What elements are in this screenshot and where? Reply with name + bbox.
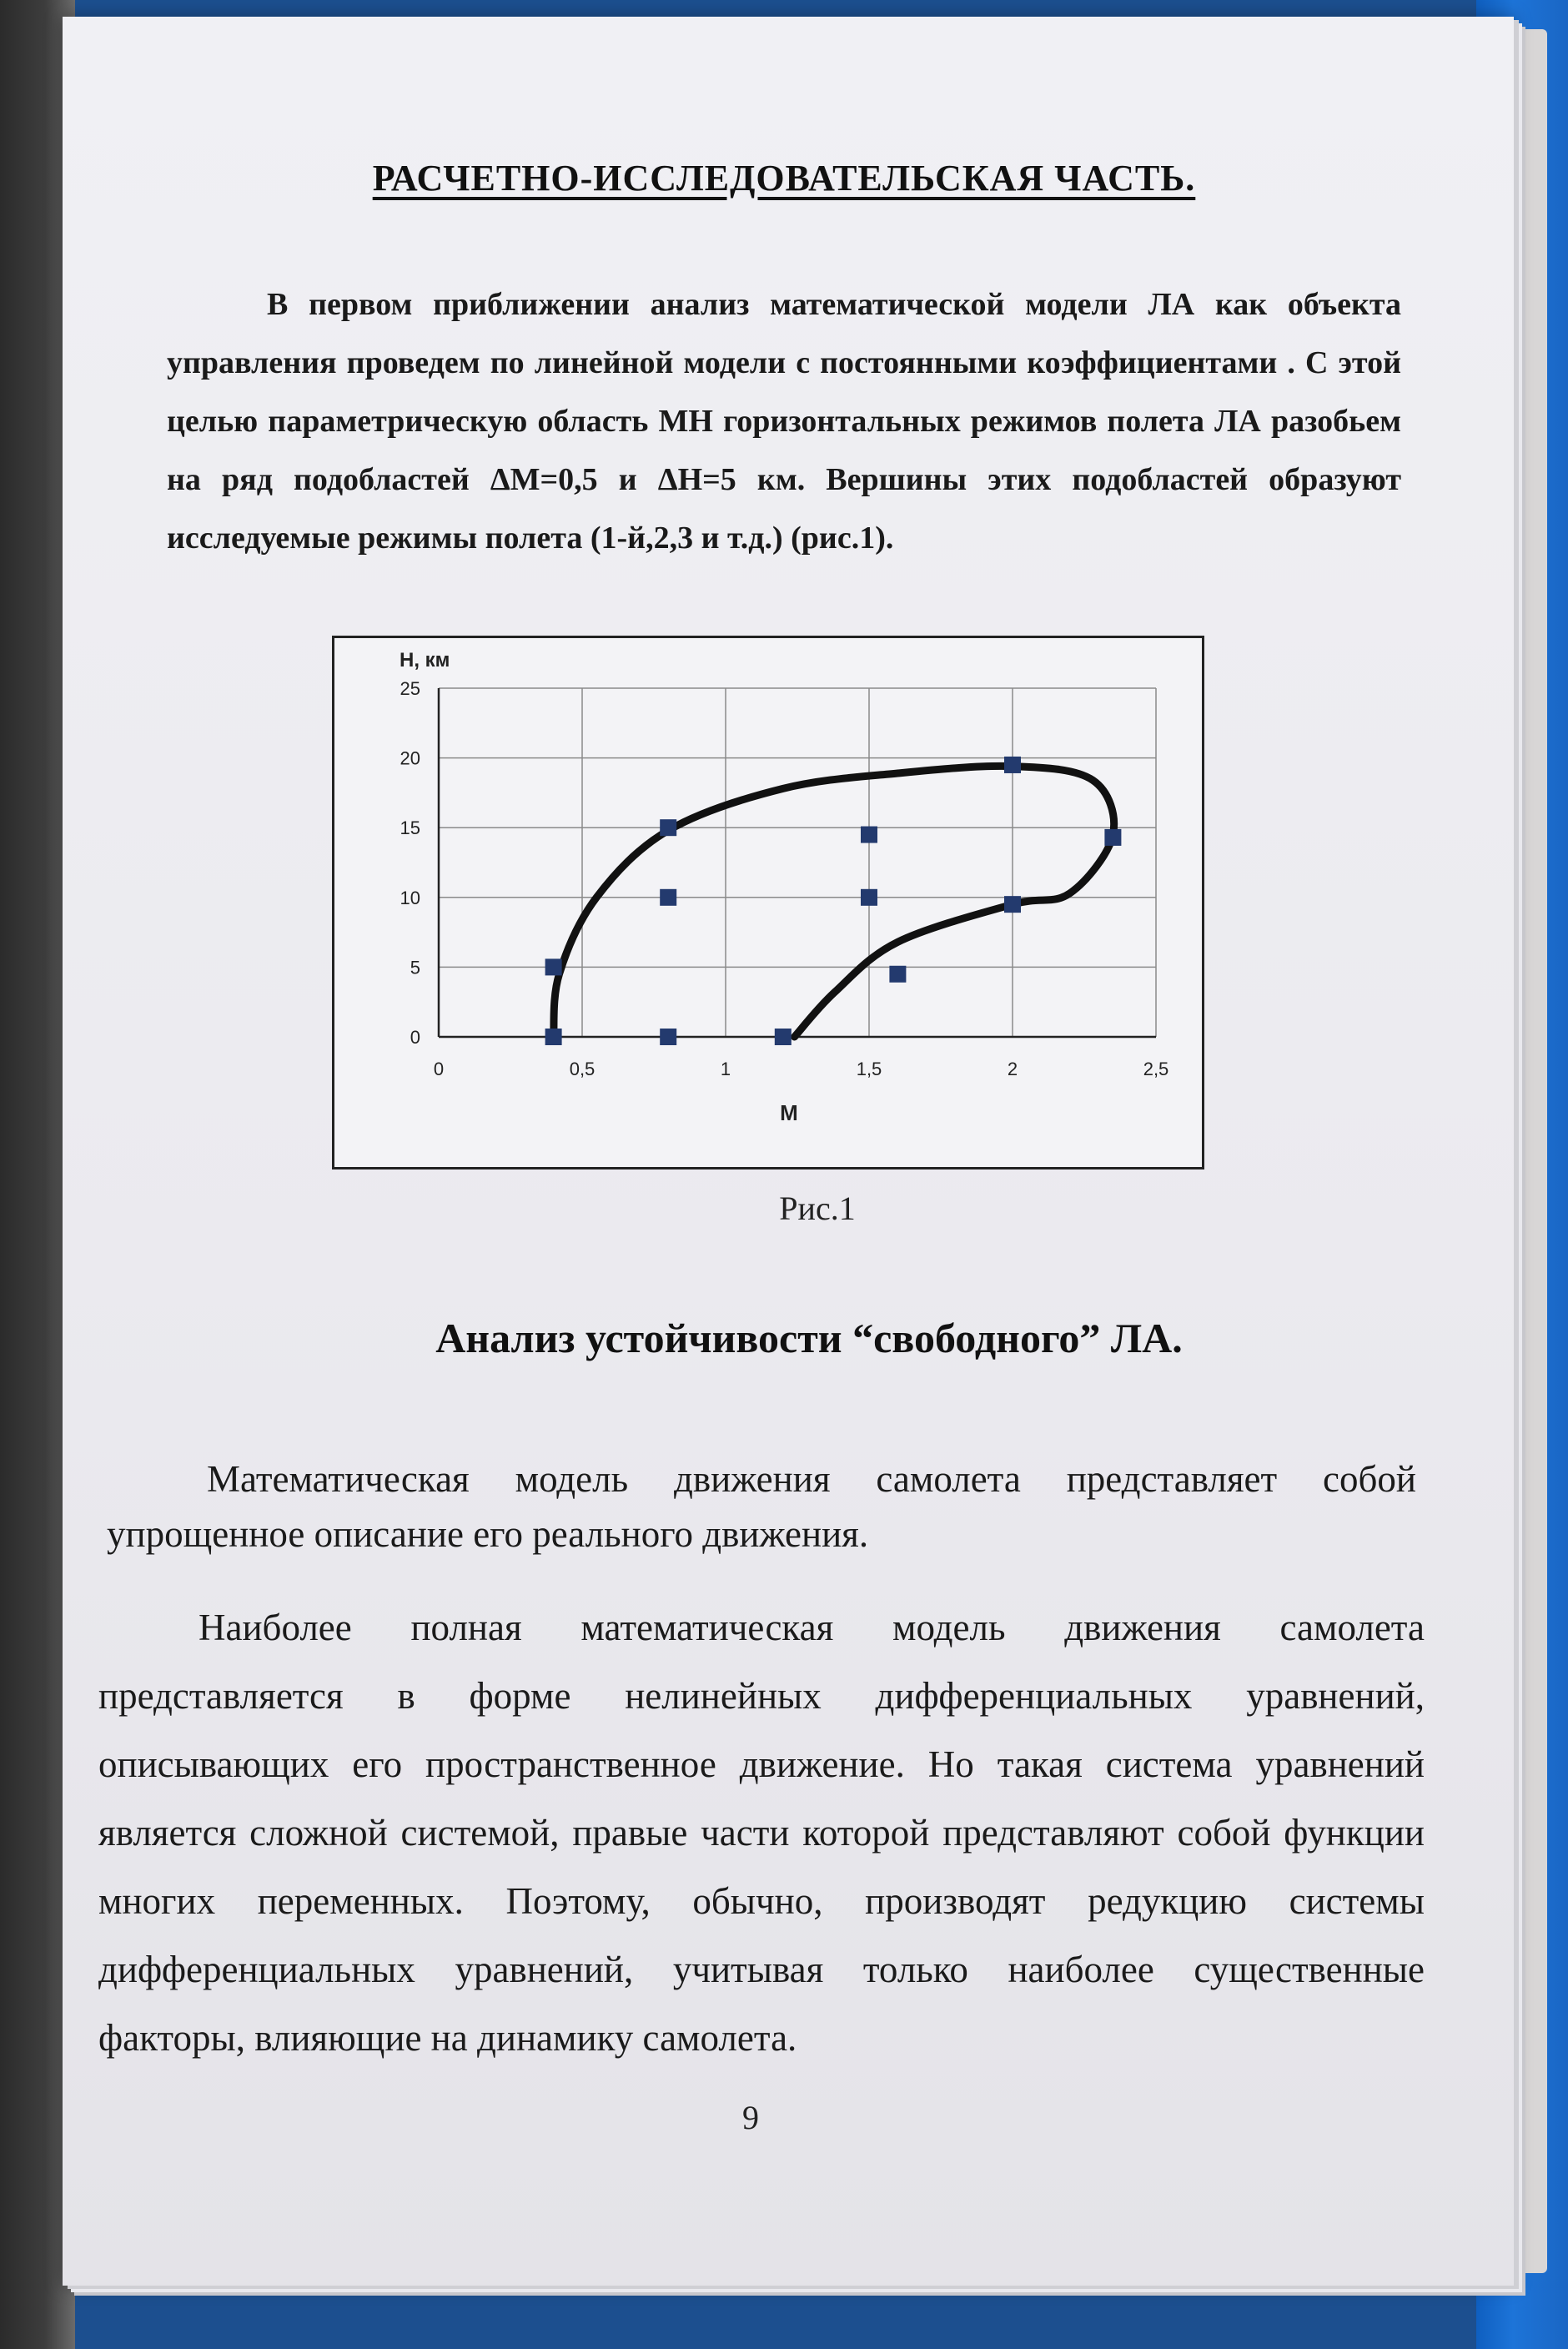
- flight-envelope-curve: [554, 766, 1114, 1037]
- x-tick-label: 2: [1007, 1059, 1018, 1079]
- x-tick-label: 0: [433, 1059, 445, 1079]
- data-point-marker: [861, 889, 877, 906]
- x-tick-label: 0,5: [569, 1059, 596, 1079]
- analysis-heading: Анализ устойчивости “свободного” ЛА.: [435, 1315, 1183, 1361]
- data-point-marker: [545, 958, 562, 975]
- data-point-marker: [660, 1029, 676, 1045]
- y-tick-label: 20: [400, 747, 420, 769]
- data-point-marker: [545, 1029, 562, 1045]
- y-axis-label: H, км: [400, 649, 450, 672]
- data-point-marker: [660, 819, 676, 836]
- x-tick-label: 2,5: [1143, 1059, 1169, 1079]
- y-tick-label: 15: [400, 817, 420, 839]
- data-point-marker: [1004, 757, 1021, 773]
- data-point-marker: [1104, 829, 1121, 846]
- figure-caption: Рис.1: [779, 1190, 856, 1227]
- x-axis-label: M: [780, 1100, 798, 1125]
- y-tick-label: 5: [410, 957, 420, 978]
- x-tick-label: 1,5: [856, 1059, 882, 1079]
- data-point-marker: [1004, 896, 1021, 913]
- y-tick-label: 10: [400, 887, 420, 908]
- intro-paragraph: В первом приближении анализ математической модели ЛА как объекта управления проведем по линейной модели с постоянными коэффициентами . С этой целью параметрическую область МН горизонтальных режимов полета ЛА разобьем на ряд подобластей ΔM=0,5 и ΔH=5 км. Вершины этих подобластей образуют исследуемые режимы полета (1-й,2,3 и т.д.) (рис.1).: [167, 287, 1401, 556]
- section-title: РАСЧЕТНО-ИССЛЕДОВАТЕЛЬСКАЯ ЧАСТЬ.: [372, 158, 1196, 199]
- figure-1-chart: [332, 636, 1204, 1169]
- x-tick-label: 1: [720, 1059, 731, 1079]
- page-number: 9: [742, 2099, 759, 2136]
- data-point-marker: [861, 827, 877, 843]
- y-tick-label: 25: [400, 678, 420, 699]
- y-tick-label: 0: [410, 1027, 420, 1048]
- data-point-marker: [660, 889, 676, 906]
- paragraph-3: Наиболее полная математическая модель движения самолета представляется в форме нелинейных дифференциальных уравнений, описывающих его пространственное движение. Но такая система уравнений является сложной системой, правые части которой представляют собой функции многих переменных. Поэтому, обычно, производят редукцию системы дифференциальных уравнений, учитывая только наиболее существенные факторы, влияющие на динамику самолета.: [98, 1607, 1425, 2059]
- paragraph-2: Математическая модель движения самолета представляет собой упрощенное описание его реального движения.: [107, 1458, 1416, 1555]
- chart-svg: [334, 638, 1202, 1167]
- data-point-marker: [889, 966, 906, 983]
- data-point-marker: [775, 1029, 792, 1045]
